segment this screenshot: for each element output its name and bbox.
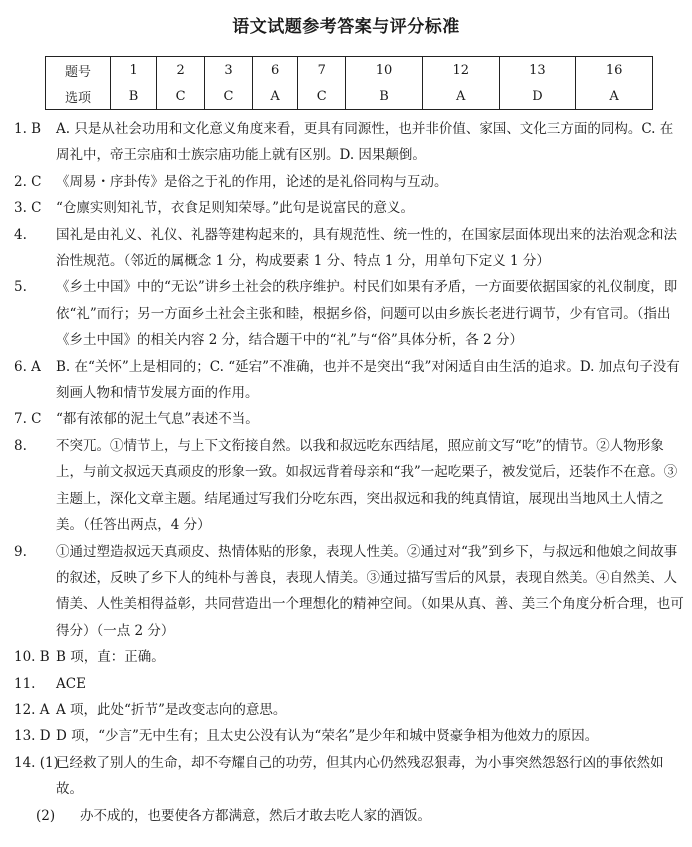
question-number-cell: 16 [576,57,653,84]
option-cell: C [205,83,253,110]
item-number: 9. [14,543,27,560]
item-text: 国礼是由礼义、礼仪、礼器等建构起来的，具有规范性、统一性的，在国家层面体现出来的法治观念和法治性规范。（邻近的属概念 1 分，构成要素 1 分、特点 1 分，用单句下定义 1 分） [56,226,677,270]
item-number: 3. C [14,200,42,217]
item-number: 14. (1) [14,754,59,771]
item-number: 13. D [14,728,51,745]
option-cell: A [422,83,499,110]
answer-item-1 [14,116,686,169]
question-number-cell: 3 [205,57,253,84]
answer-item-2 [14,169,686,195]
row-label-question-number: 题号 [46,57,111,84]
item-text: “都有浓郁的泥土气息”表述不当。 [56,411,259,428]
item-text: 已经救了别人的生命，却不夸耀自己的功劳，但其内心仍然残忍狠毒，为小事突然怨怒行凶的事依然如故。 [56,754,664,798]
item-number: 11. [14,675,36,692]
answer-item-11 [14,671,686,697]
item-number: 6. A [14,358,41,375]
item-text: A. 只是从社会功用和文化意义角度来看，更具有同源性，也并非价值、家国、文化三方面的同构。C. 在周礼中，帝王宗庙和士族宗庙功能上就有区别。D. 因果颠倒。 [56,121,674,164]
item-number: 2. C [14,173,42,190]
question-number-cell: 7 [298,57,346,84]
item-text: A 项，此处“折节”是改变志向的意思。 [56,701,287,718]
table-row-numbers [46,57,653,84]
answer-item-3 [14,195,686,221]
item-text: 办不成的，也要使各方都满意，然后才敢去吃人家的酒饭。 [80,807,431,824]
item-text: 不突兀。①情节上，与上下文衔接自然。以我和叔远吃东西结尾，照应前文写“吃”的情节。②人物形象上，与前文叔远天真顽皮的形象一致。如叔远背着母亲和“我”一起吃栗子，被发觉后，还装作不在意。③主题上，深化文章主题。结尾通过写我们分吃东西，突出叔远和我的纯真情谊，展现出当地风土人情之美。（任答出两点，4 分） [56,437,678,534]
item-number: 7. C [14,411,42,428]
answer-item-14-1 [14,750,686,803]
answer-item-5 [14,274,686,353]
answer-item-4 [14,222,686,275]
question-number-cell: 1 [111,57,157,84]
option-cell: C [298,83,346,110]
question-number-cell: 13 [499,57,576,84]
item-number: 5. [14,279,27,296]
question-number-cell: 2 [157,57,205,84]
item-text: ACE [56,675,86,692]
item-text: D 项，“少言”无中生有；且太史公没有认为“荣名”是少年和城中贤豪争相为他效力的原因。 [56,728,599,745]
option-cell: A [576,83,653,110]
option-cell: B [111,83,157,110]
answer-item-7 [14,406,686,432]
item-number: 8. [14,437,27,454]
option-cell: A [252,83,297,110]
item-text: B. 在“关怀”上是相同的；C. “延宕”不准确，也并不是突出“我”对闲适自由生活的追求。D. 加点句子没有刻画人物和情节发展方面的作用。 [56,358,680,402]
answer-item-12 [14,697,686,723]
item-text: 《乡土中国》中的“无讼”讲乡土社会的秩序维护。村民们如果有矛盾，一方面要依据国家的礼仪制度，即依“礼”而行；另一方面乡土社会主张和睦，根据乡俗，问题可以由乡族长老进行调节，少有官司。（指出《乡土中国》的相关内容 2 分，结合题干中的“礼”与“俗”具体分析，各 2 分） [56,279,678,349]
question-number-cell: 12 [422,57,499,84]
answer-table [45,56,653,110]
answer-item-13 [14,723,686,749]
item-text: ①通过塑造叔远天真顽皮、热情体贴的形象，表现人性美。②通过对“我”到乡下，与叔远和他娘之间故事的叙述，反映了乡下人的纯朴与善良，表现人情美。③通过描写雪后的风景，表现自然美。④自然美、人情美、人性美相得益彰，共同营造出一个理想化的精神空间。（如果从真、善、美三个角度分析合理，也可得分）（一点 2 分） [56,543,684,639]
item-number: 4. [14,226,27,243]
option-cell: D [499,83,576,110]
option-cell: B [346,83,423,110]
answer-item-9 [14,539,686,645]
page-title: 语文试题参考答案与评分标准 [232,17,460,37]
item-text: 《周易・序卦传》是俗之于礼的作用，论述的是礼俗同构与互动。 [56,173,448,190]
item-text: B 项，直：正确。 [56,649,165,666]
item-number: 12. A [14,701,50,718]
question-number-cell: 6 [252,57,297,84]
answer-item-14-2 [14,803,686,829]
item-text: “仓廪实则知礼节，衣食足则知荣辱。”此句是说富民的意义。 [56,200,415,217]
answer-item-8 [14,433,686,539]
answer-list [14,116,686,829]
item-number: 10. B [14,649,50,666]
question-number-cell: 10 [346,57,423,84]
table-row-options [46,83,653,110]
answer-item-6 [14,354,686,407]
answer-item-10 [14,644,686,670]
item-number: 1. B [14,121,42,137]
option-cell: C [157,83,205,110]
item-number: (2) [36,807,56,824]
row-label-option: 选项 [46,83,111,110]
